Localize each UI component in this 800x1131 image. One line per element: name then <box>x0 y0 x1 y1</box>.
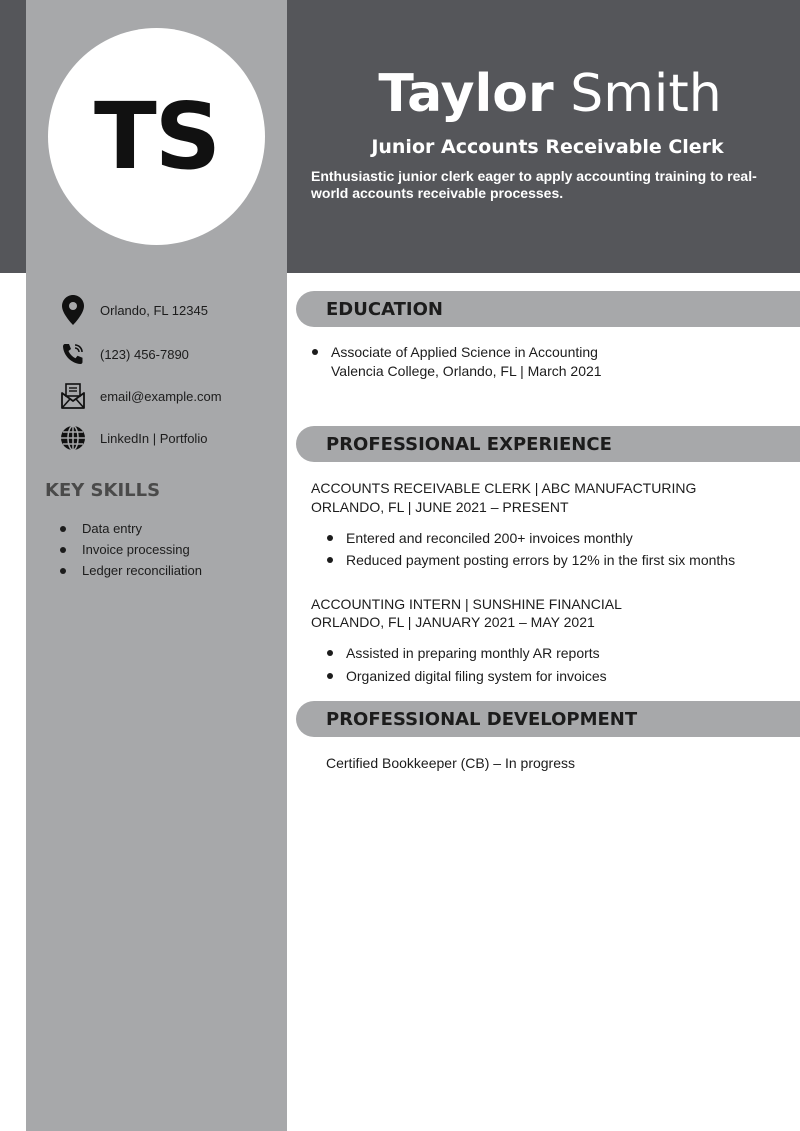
job-bullet <box>327 667 607 685</box>
development-item: Certified Bookkeeper (CB) – In progress <box>326 755 575 771</box>
location-text: Orlando, FL 12345 <box>100 302 208 318</box>
skill-text: Invoice processing <box>82 542 190 557</box>
bullet-dot <box>327 535 333 541</box>
candidate-name <box>300 62 800 126</box>
bullet-dot <box>60 568 66 574</box>
education-section-bar <box>296 291 800 327</box>
job-meta-line: ORLANDO, FL | JANUARY 2021 – MAY 2021 <box>311 614 595 630</box>
skill-text: Data entry <box>82 521 142 536</box>
bullet-dot <box>60 547 66 553</box>
skill-text: Ledger reconciliation <box>82 563 202 578</box>
bullet-text: Entered and reconciled 200+ invoices monthly <box>346 530 633 546</box>
bullet-dot <box>312 349 318 355</box>
contact-links <box>60 421 207 455</box>
skill-item <box>60 539 202 560</box>
skill-item <box>60 560 202 581</box>
globe-icon <box>60 423 86 453</box>
job-meta-line: ORLANDO, FL | JUNE 2021 – PRESENT <box>311 499 569 515</box>
skills-heading: KEY SKILLS <box>45 480 161 501</box>
job-title: Junior Accounts Receivable Clerk <box>371 136 724 158</box>
bullet-dot <box>327 673 333 679</box>
email-envelope-icon <box>60 381 86 411</box>
summary: Enthusiastic junior clerk eager to apply accounting training to real-world accounts receivable processes. <box>311 168 757 201</box>
job-bullet <box>327 529 633 547</box>
name-block <box>300 62 800 126</box>
bullet-dot <box>327 557 333 563</box>
development-section-bar <box>296 701 800 737</box>
profile-links[interactable]: LinkedIn | Portfolio <box>100 430 208 446</box>
school-line: Valencia College, Orlando, FL | March 2021 <box>331 363 602 379</box>
skill-item <box>60 518 202 539</box>
experience-heading: PROFESSIONAL EXPERIENCE <box>326 434 612 455</box>
first-name: Taylor <box>378 64 554 124</box>
bullet-dot <box>60 526 66 532</box>
job-title-line: ACCOUNTING INTERN | SUNSHINE FINANCIAL <box>311 596 622 612</box>
contact-email <box>60 379 222 413</box>
degree: Associate of Applied Science in Accounting <box>331 344 598 360</box>
job-bullet <box>327 551 735 569</box>
last-name: Smith <box>570 64 722 124</box>
bullet-text: Reduced payment posting errors by 12% in the first six months <box>346 552 736 568</box>
job-title-line: ACCOUNTS RECEIVABLE CLERK | ABC MANUFACTURING <box>311 480 697 496</box>
bullet-text: Assisted in preparing monthly AR reports <box>346 645 600 661</box>
email-link[interactable]: email@example.com <box>100 388 222 404</box>
monogram-circle <box>48 28 265 245</box>
job-bullet <box>327 644 600 662</box>
phone-link[interactable]: (123) 456-7890 <box>100 346 189 362</box>
education-item <box>312 343 598 361</box>
bullet-text: Organized digital filing system for invoices <box>346 668 607 684</box>
bullet-dot <box>327 650 333 656</box>
location-pin-icon <box>60 295 86 325</box>
experience-section-bar <box>296 426 800 462</box>
contact-phone <box>60 337 189 371</box>
monogram: TS <box>93 83 219 190</box>
education-heading: EDUCATION <box>326 299 443 320</box>
development-heading: PROFESSIONAL DEVELOPMENT <box>326 709 638 730</box>
contact-location <box>60 293 208 327</box>
skills-list <box>60 518 202 581</box>
phone-icon <box>60 339 86 369</box>
